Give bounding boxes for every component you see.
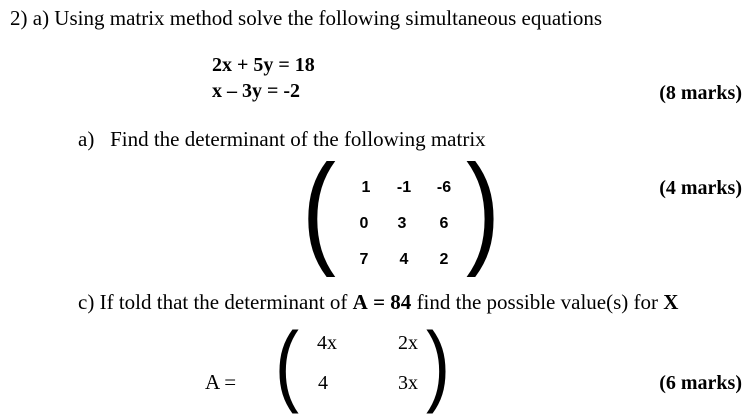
part-a-text: Find the determinant of the following matrix: [110, 127, 486, 151]
matrix-a-left-paren: (: [275, 315, 299, 415]
matrix-b-cell-r3c1: 7: [359, 251, 369, 268]
marks-part-2: (4 marks): [659, 177, 742, 199]
matrix-b-cell-r1c2: -1: [396, 179, 412, 196]
matrix-b-cell-r1c1: 1: [361, 179, 371, 196]
marks-part-3: (6 marks): [659, 372, 742, 394]
matrix-a-label: A =: [205, 370, 237, 394]
equation-1: 2x + 5y = 18: [212, 54, 315, 76]
part-a-label: a): [78, 127, 95, 151]
part-a-prompt: [78, 127, 486, 152]
part-c-prompt: [78, 290, 678, 315]
matrix-b-cell-r3c3: 2: [439, 251, 449, 268]
matrix-b-cell-r2c1: 0: [359, 215, 369, 232]
part-c-text-mid: = 84: [373, 290, 412, 314]
matrix-b-cell-r2c2: 3: [397, 215, 407, 232]
marks-part-1: (8 marks): [659, 82, 742, 104]
matrix-a-cell-r1c2: 2x: [398, 332, 418, 354]
matrix-right-paren: ): [466, 140, 500, 278]
matrix-b-cell-r3c2: 4: [399, 251, 409, 268]
matrix-b-cell-r1c3: -6: [436, 179, 452, 196]
equation-2: x – 3y = -2: [212, 80, 301, 102]
part-c-text-pre: If told that the determinant of: [99, 290, 348, 314]
part-c-matrix-name: A: [352, 290, 368, 314]
matrix-left-paren: (: [302, 140, 336, 278]
question-title: 2) a) Using matrix method solve the following simultaneous equations: [10, 6, 602, 30]
matrix-b-cell-r2c3: 6: [439, 215, 449, 232]
part-c-label: c): [78, 290, 95, 314]
part-c-text-post: find the possible value(s) for: [416, 290, 659, 314]
matrix-a-cell-r2c2: 3x: [398, 372, 418, 394]
matrix-a-cell-r2c1: 4: [318, 372, 328, 394]
matrix-a-cell-r1c1: 4x: [317, 332, 337, 354]
matrix-a-right-paren: ): [426, 315, 450, 415]
part-c-variable: X: [663, 290, 679, 314]
